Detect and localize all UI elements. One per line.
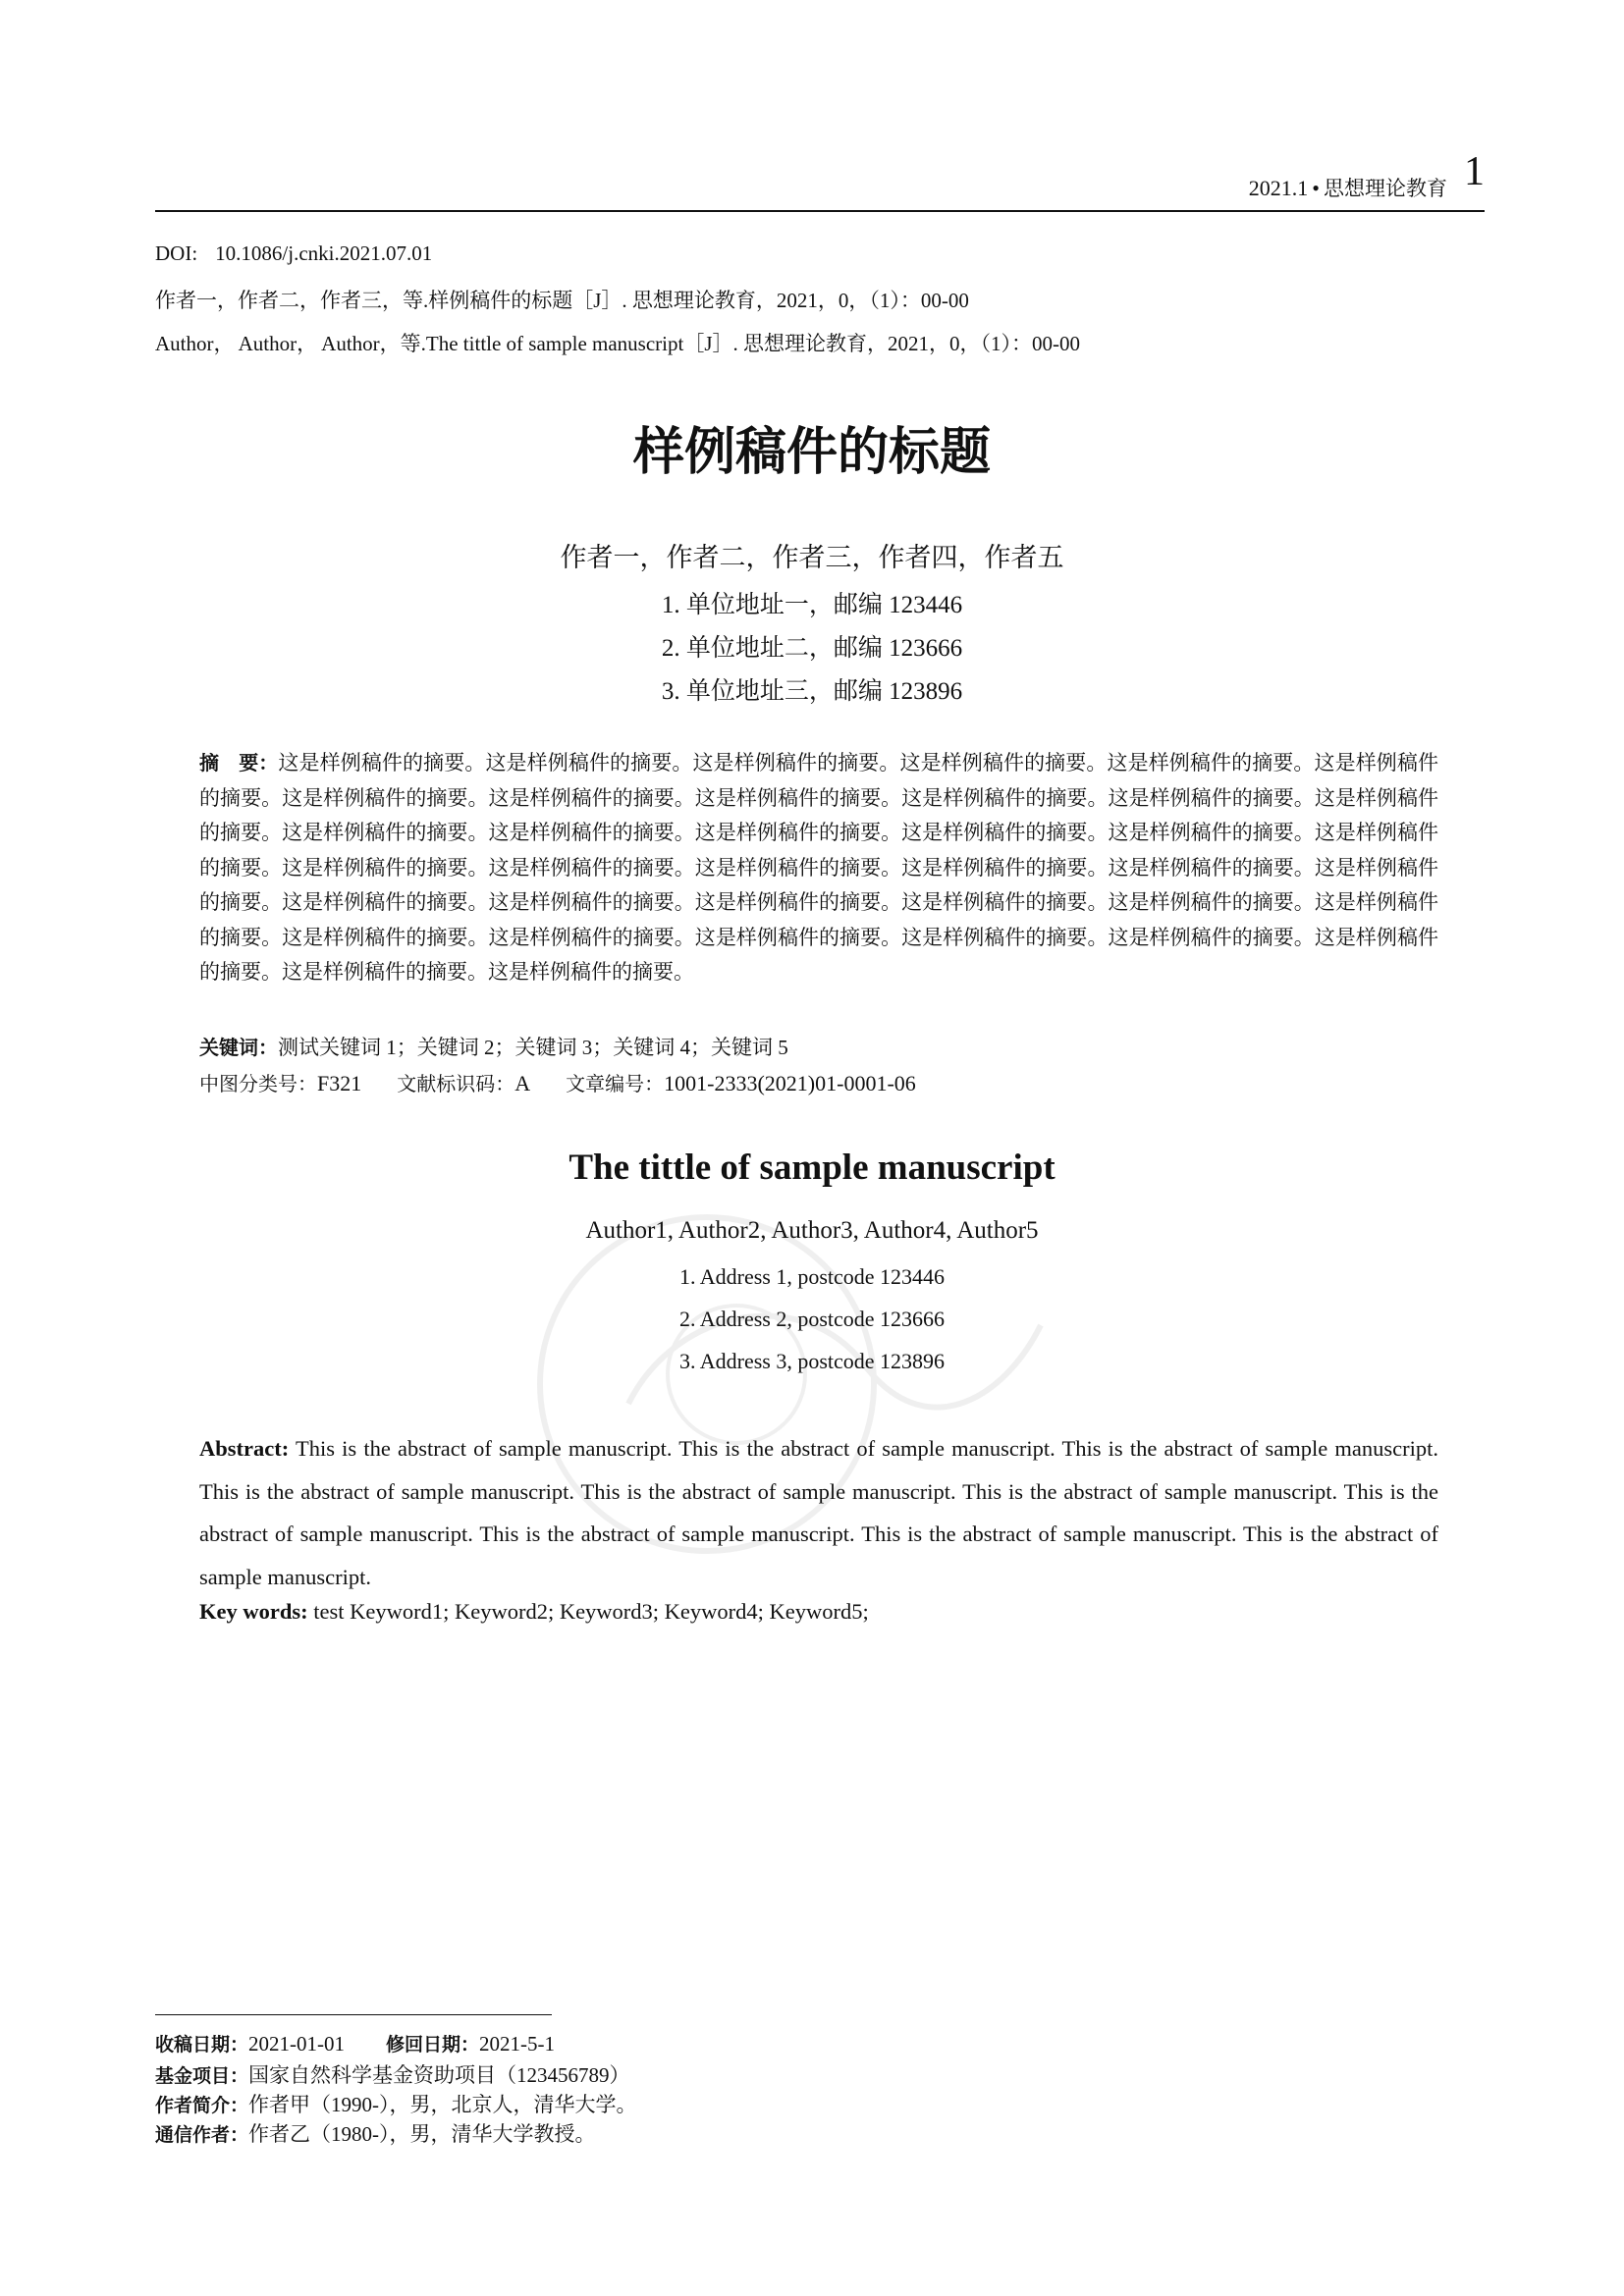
- citation-en: Author， Author， Author，等.The tittle of sample manuscript［J］. 思想理论教育，2021，0，（1）：00-00: [155, 332, 1081, 355]
- en-abstract-label: Abstract:: [199, 1436, 290, 1461]
- revised-date: 2021-5-1: [479, 2032, 556, 2056]
- clc-value: F321: [317, 1071, 362, 1095]
- en-keywords-label: Key words:: [199, 1599, 308, 1624]
- cn-keywords-label: 关键词：: [199, 1036, 278, 1059]
- received-date: 2021-01-01: [248, 2032, 346, 2056]
- classification-line: [199, 1068, 916, 1096]
- citation-cn: 作者一，作者二，作者三，等.样例稿件的标题［J］. 思想理论教育，2021，0，（1）：00-00: [155, 289, 969, 312]
- fund-label: 基金项目：: [155, 2065, 249, 2087]
- cn-title: 样例稿件的标题: [632, 423, 991, 482]
- received-label: 收稿日期：: [155, 2034, 249, 2056]
- article-no-label: 文章编号：: [566, 1072, 665, 1095]
- cn-affiliation-3: 3. 单位地址三，邮编 123896: [661, 678, 963, 705]
- en-abstract-text: This is the abstract of sample manuscript. This is the abstract of sample manuscript. This is the abstract of sample manuscript. This is the abstract of sample manuscript. This is the abstract of sample manuscript. This is the abstract of sample manuscript. This is the abstract of sample manuscript. This is the abstract of sample manuscript. This is the abstract of sample manuscript. This is the abstract of sample manuscript.: [199, 1436, 1438, 1589]
- cn-abstract-label: 摘 要：: [199, 751, 279, 774]
- cn-authors: 作者一，作者二，作者三，作者四，作者五: [560, 543, 1064, 573]
- doi-value: 10.1086/j.cnki.2021.07.01: [215, 241, 433, 265]
- en-keywords: [199, 1599, 869, 1625]
- en-affiliation-1: 1. Address 1, postcode 123446: [678, 1264, 946, 1289]
- en-affiliation-3: 3. Address 3, postcode 123896: [678, 1349, 946, 1373]
- en-abstract: [199, 1427, 1438, 1598]
- cn-keywords-text: 测试关键词 1；关键词 2；关键词 3；关键词 4；关键词 5: [278, 1036, 788, 1059]
- corr-label: 通信作者：: [155, 2124, 249, 2146]
- footnote-fund: [155, 2059, 630, 2089]
- cn-abstract-text: 这是样例稿件的摘要。这是样例稿件的摘要。这是样例稿件的摘要。这是样例稿件的摘要。这是样例稿件的摘要。这是样例稿件的摘要。这是样例稿件的摘要。这是样例稿件的摘要。这是样例稿件的摘要。这是样例稿件的摘要。这是样例稿件的摘要。这是样例稿件的摘要。这是样例稿件的摘要。这是样例稿件的摘要。这是样例稿件的摘要。这是样例稿件的摘要。这是样例稿件的摘要。这是样例稿件的摘要。这是样例稿件的摘要。这是样例稿件的摘要。这是样例稿件的摘要。这是样例稿件的摘要。这是样例稿件的摘要。这是样例稿件的摘要。这是样例稿件的摘要。这是样例稿件的摘要。这是样例稿件的摘要。这是样例稿件的摘要。这是样例稿件的摘要。这是样例稿件的摘要。这是样例稿件的摘要。这是样例稿件的摘要。这是样例稿件的摘要。这是样例稿件的摘要。这是样例稿件的摘要。这是样例稿件的摘要。这是样例稿件的摘要。这是样例稿件的摘要。: [199, 751, 1439, 984]
- article-no-value: 1001-2333(2021)01-0001-06: [664, 1071, 916, 1095]
- running-head: [1249, 173, 1447, 202]
- cn-affiliation-1: 1. 单位地址一，邮编 123446: [661, 592, 963, 618]
- header-rule: [155, 210, 1485, 212]
- journal-name: 思想理论教育: [1324, 177, 1447, 200]
- footnote-dates: [155, 2030, 555, 2056]
- header-separator: •: [1312, 176, 1320, 200]
- bio-label: 作者简介：: [155, 2095, 249, 2116]
- footnote-rule: [155, 2014, 552, 2015]
- en-title: The tittle of sample manuscript: [568, 1148, 1056, 1188]
- en-authors: Author1, Author2, Author3, Author4, Author5: [585, 1217, 1039, 1244]
- corr-value: 作者乙（1980-），男，清华大学教授。: [248, 2122, 596, 2146]
- footnote-corresponding: [155, 2118, 596, 2148]
- bio-value: 作者甲（1990-），男，北京人，清华大学。: [248, 2093, 637, 2116]
- clc-label: 中图分类号：: [199, 1072, 317, 1095]
- doi-label: DOI:: [155, 241, 198, 265]
- doi-line: [155, 241, 432, 266]
- footnote-bio: [155, 2089, 637, 2118]
- en-keywords-text: test Keyword1; Keyword2; Keyword3; Keyword4; Keyword5;: [313, 1599, 869, 1624]
- en-affiliation-2: 2. Address 2, postcode 123666: [678, 1307, 946, 1331]
- fund-value: 国家自然科学基金资助项目（123456789）: [248, 2063, 630, 2087]
- doc-code-value: A: [514, 1071, 531, 1095]
- issue-label: 2021.1: [1248, 176, 1309, 200]
- doc-code-label: 文献标识码：: [397, 1072, 515, 1095]
- page-number: 1: [1464, 149, 1485, 194]
- revised-label: 修回日期：: [386, 2034, 480, 2056]
- cn-abstract: [199, 746, 1438, 990]
- cn-affiliation-2: 2. 单位地址二，邮编 123666: [661, 635, 963, 662]
- cn-keywords: [199, 1032, 788, 1061]
